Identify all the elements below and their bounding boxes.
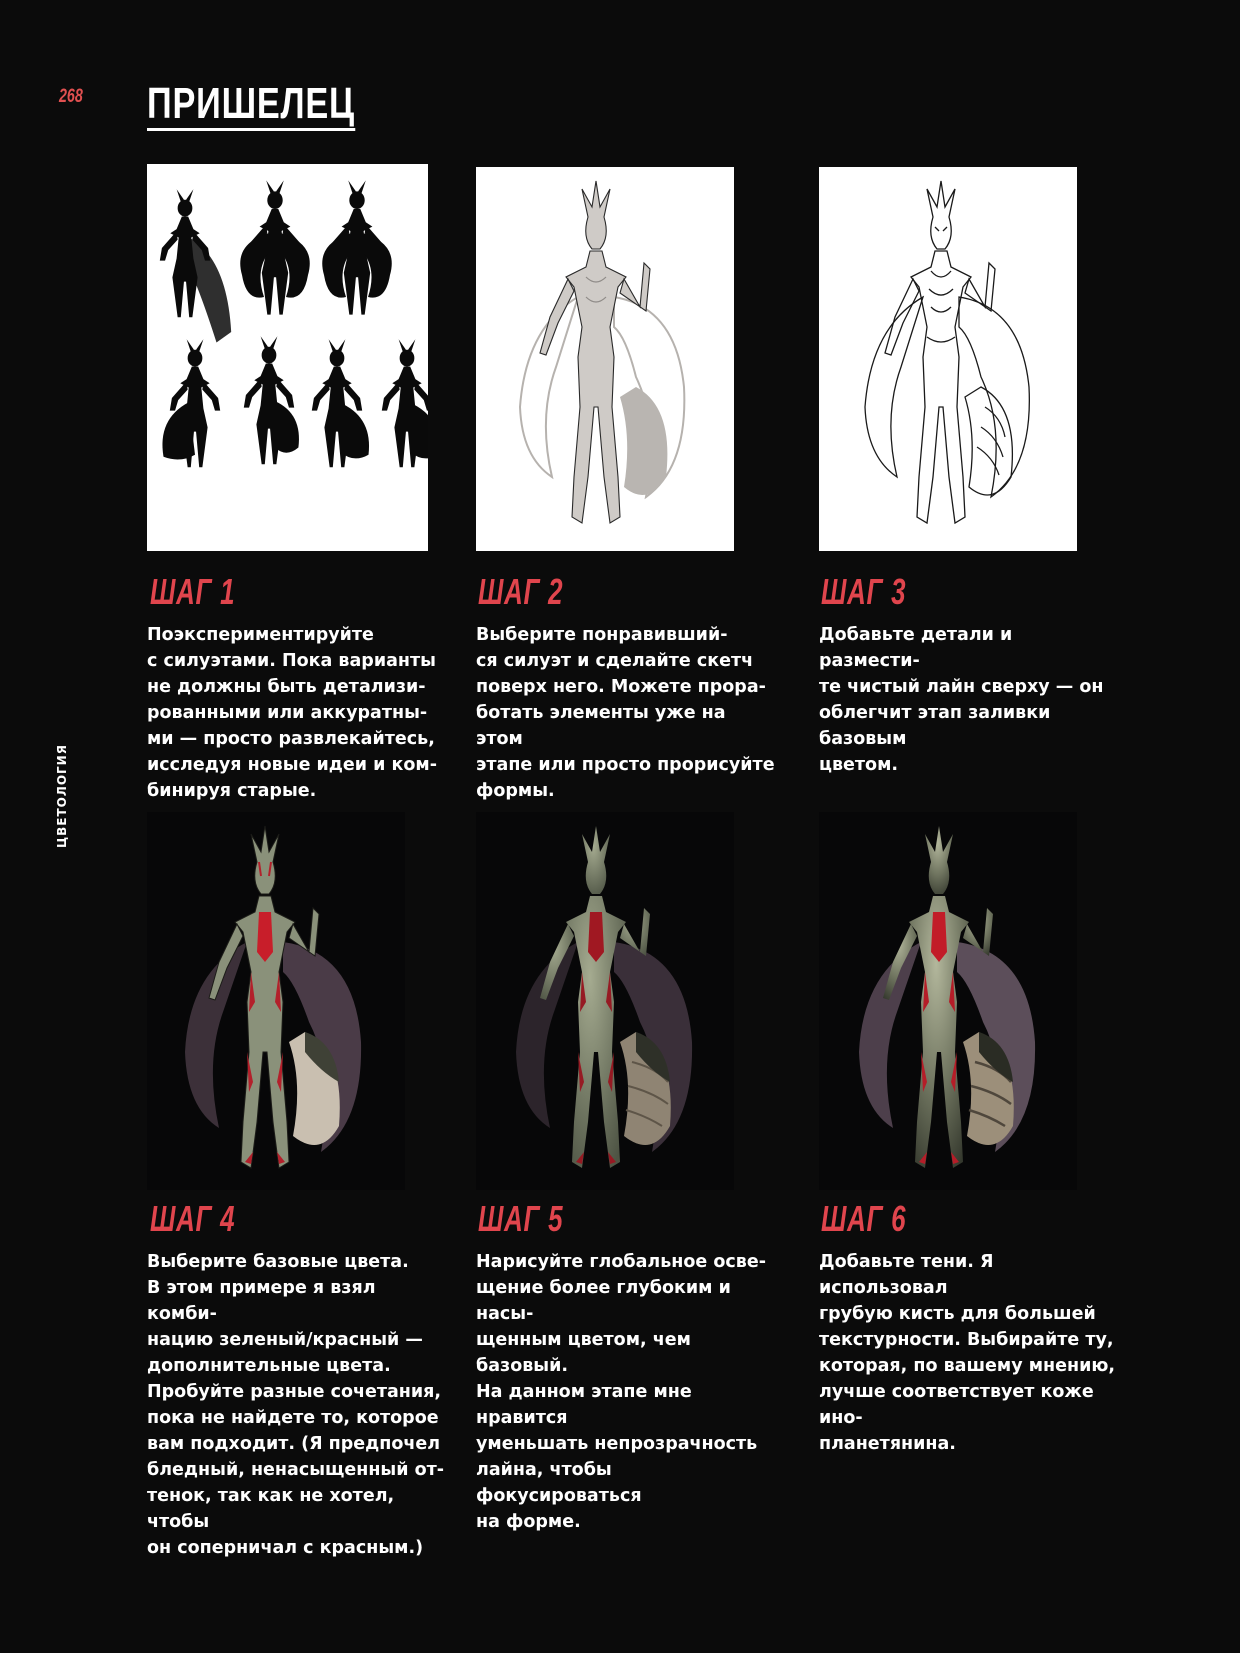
step-6-text: Добавьте тени. Я использовал грубую кисть для большей текстурности. Выбирайте ту, которая, по вашему мнению, лучше соответствует коже ино- планетянина. — [819, 1252, 1116, 1454]
step-3-title: ШАГ 3 — [821, 571, 907, 612]
lineart-illustration — [819, 167, 1077, 551]
step-6-shadows-image — [819, 812, 1077, 1190]
lighting-illustration — [476, 812, 734, 1190]
side-section-label: ЦВЕТОЛОГИЯ — [55, 744, 69, 848]
step-6-title: ШАГ 6 — [821, 1198, 907, 1239]
page-number: 268 — [59, 86, 83, 107]
step-2-text: Выберите понравивший- ся силуэт и сделайте скетч поверх него. Можете прора- ботать элементы уже на этом этапе или просто прорисуйте формы. — [476, 625, 775, 801]
step-2-sketch-image — [476, 167, 734, 551]
step-5-text: Нарисуйте глобальное осве- щение более глубоким и насы- щенным цветом, чем базовый. На данном этапе мне нравится уменьшать непрозрачность лайна, чтобы фокусироваться на форме. — [476, 1252, 766, 1532]
page-title: ПРИШЕЛЕЦ — [147, 82, 355, 131]
step-3-lineart-image — [819, 167, 1077, 551]
silhouettes-illustration — [147, 164, 428, 551]
sketch-illustration — [476, 167, 734, 551]
base-colors-illustration — [147, 812, 405, 1190]
step-5-title: ШАГ 5 — [478, 1198, 564, 1239]
step-1-text: Поэкспериментируйте с силуэтами. Пока варианты не должны быть детализи- рованными или аккуратны- ми — просто развлекайтесь, исследуя новые идеи и ком- бинируя старые. — [147, 625, 437, 801]
step-1-silhouettes-image — [147, 164, 428, 551]
step-1-title: ШАГ 1 — [150, 571, 236, 612]
shadows-illustration — [819, 812, 1077, 1190]
step-3-text: Добавьте детали и размести- те чистый лайн сверху — он облегчит этап заливки базовым цветом. — [819, 625, 1104, 775]
step-2-title: ШАГ 2 — [478, 571, 564, 612]
step-4-title: ШАГ 4 — [150, 1198, 236, 1239]
step-4-base-colors-image — [147, 812, 405, 1190]
step-5-lighting-image — [476, 812, 734, 1190]
step-4-text: Выберите базовые цвета. В этом примере я взял комби- нацию зеленый/красный — дополнительные цвета. Пробуйте разные сочетания, пока не найдете то, которое вам подходит. (Я предпочел бледный, ненасыщенный от- тенок, так как не хотел, чтобы он соперничал с красным.) — [147, 1252, 445, 1558]
